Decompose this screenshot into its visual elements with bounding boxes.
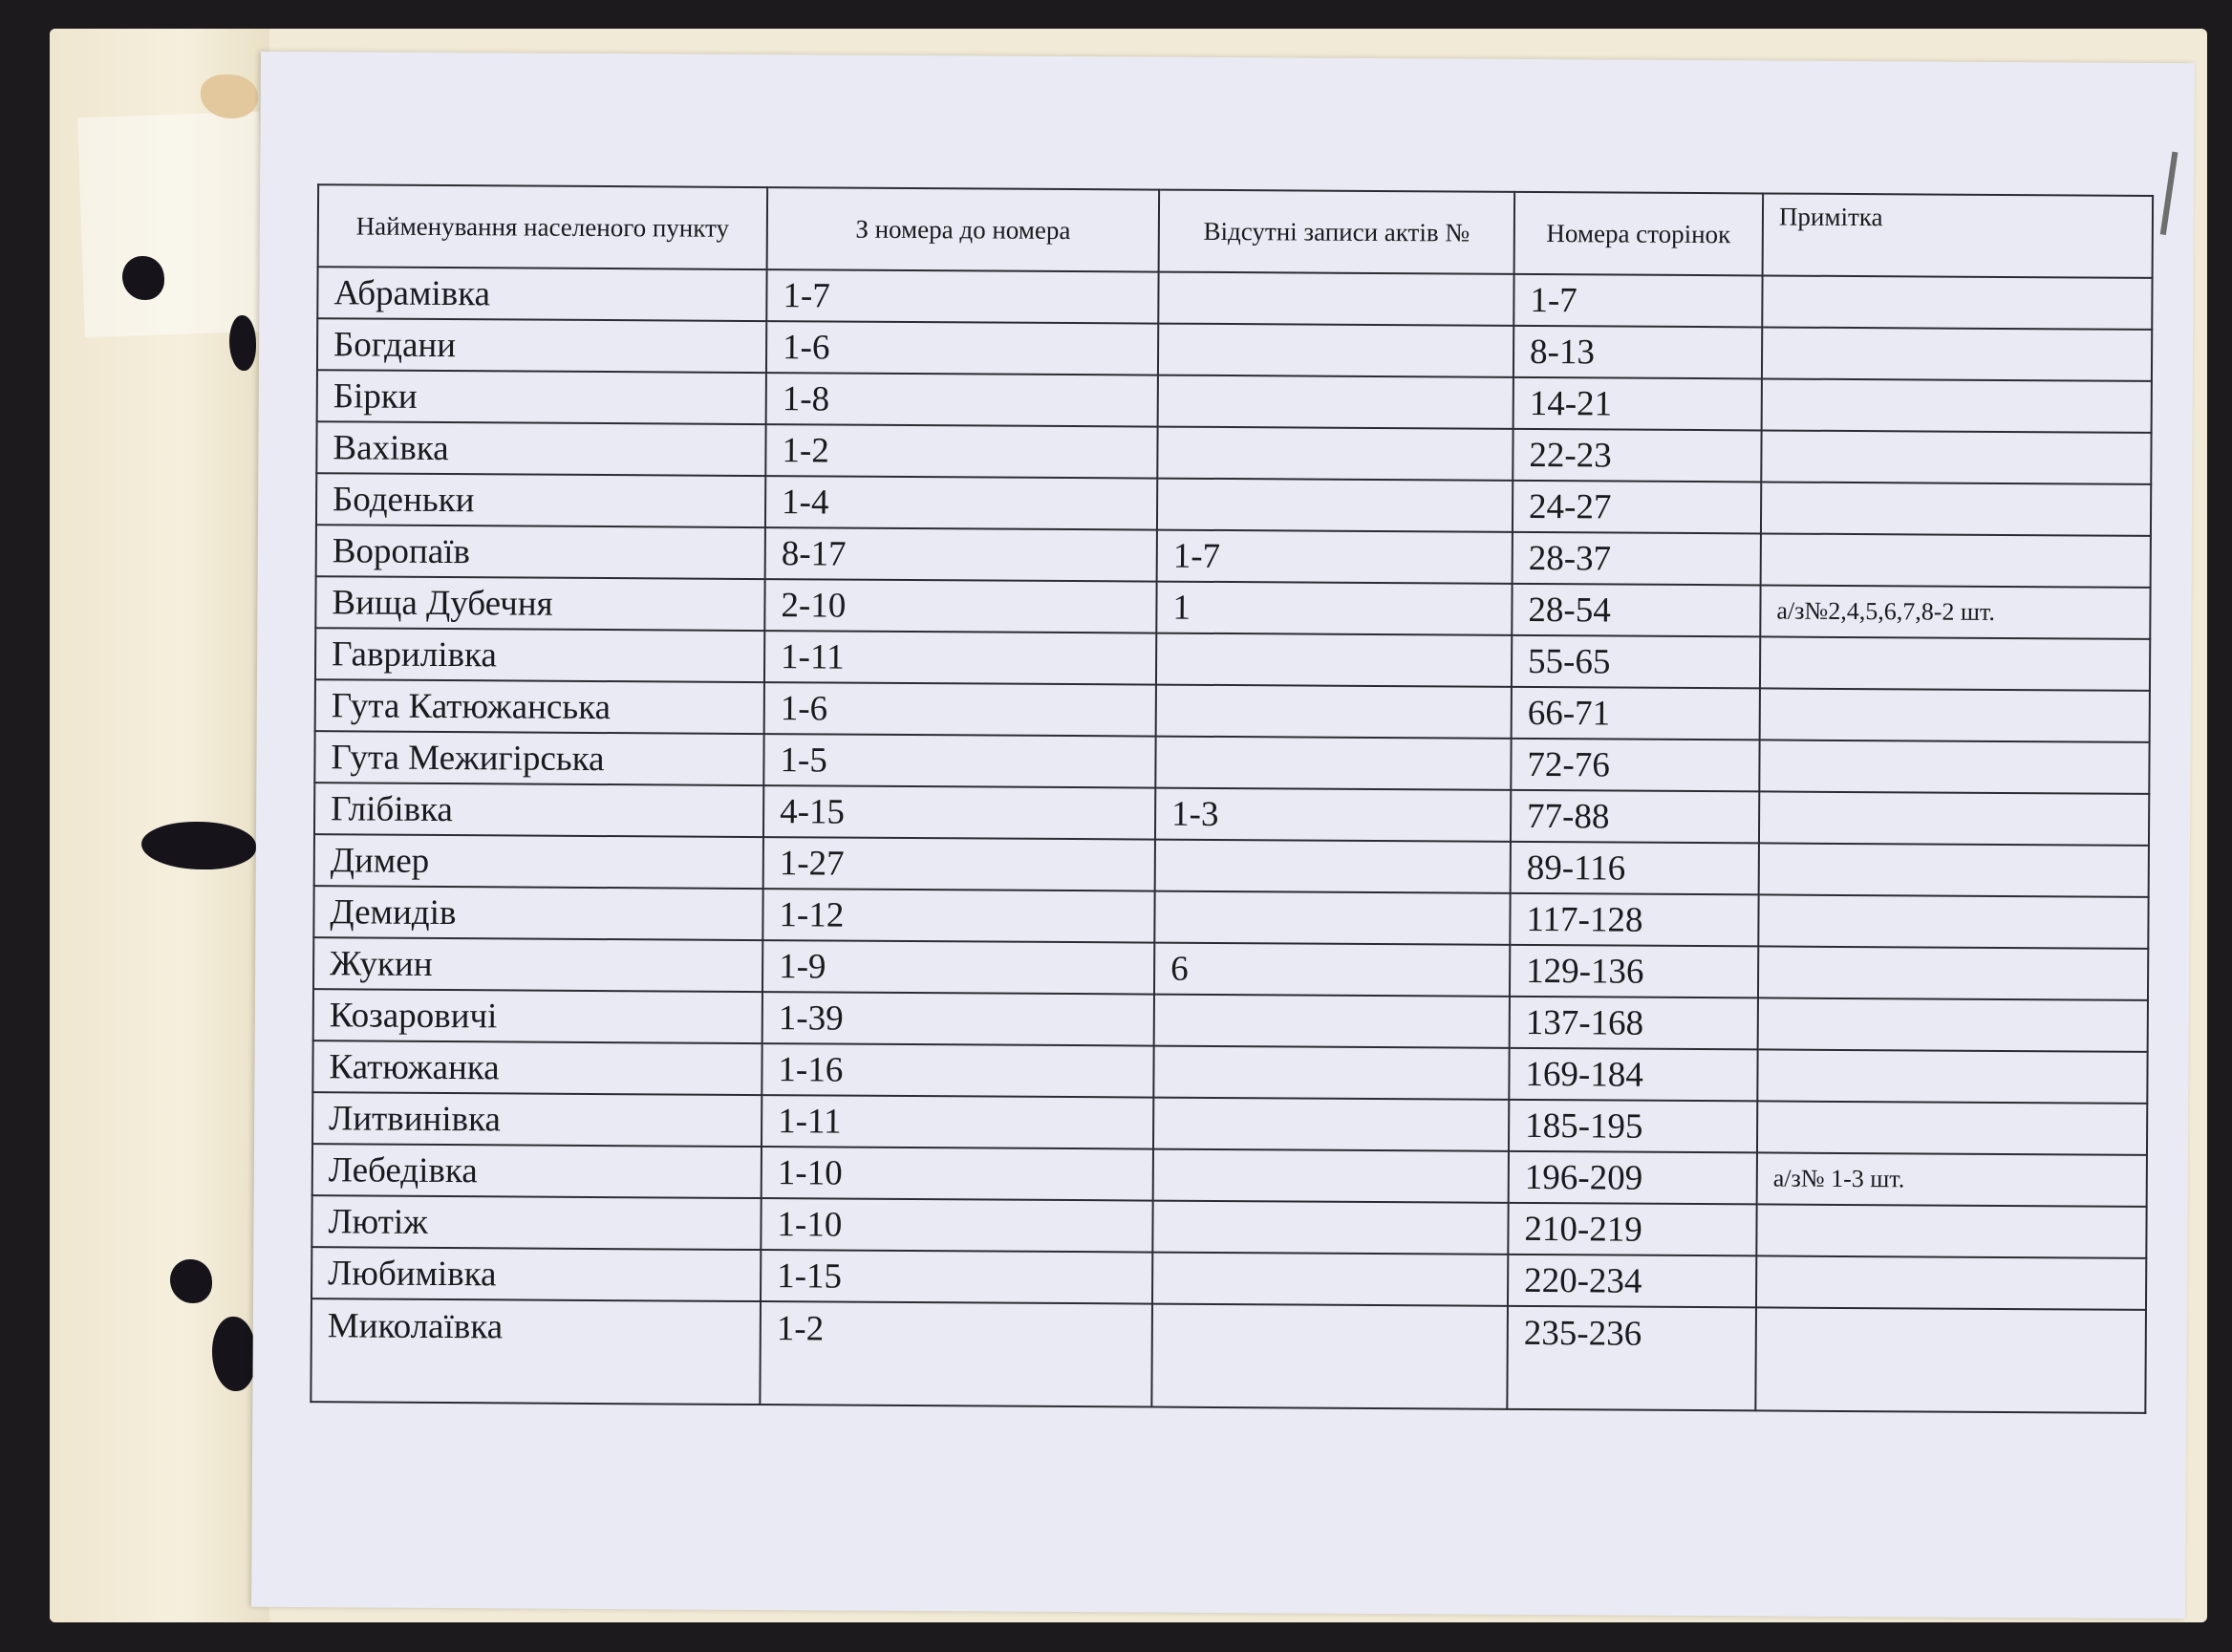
cell-range: 1-16	[762, 1043, 1153, 1098]
cell-range: 2-10	[764, 579, 1156, 633]
cell-range: 1-5	[763, 734, 1155, 788]
header-missing: Відсутні записи актів №	[1159, 190, 1515, 274]
cell-place: Лебедівка	[312, 1144, 762, 1198]
cell-range: 1-11	[764, 631, 1156, 685]
cell-note	[1758, 998, 2148, 1051]
cell-missing	[1151, 1304, 1508, 1409]
cell-place: Демидів	[313, 886, 762, 940]
cell-place: Гута Катюжанська	[315, 679, 764, 734]
cell-place: Вахівка	[316, 421, 765, 476]
header-pages: Номера сторінок	[1514, 192, 1764, 276]
cell-missing: 1	[1156, 582, 1512, 635]
cell-missing	[1152, 1253, 1508, 1306]
cell-pages: 28-37	[1513, 532, 1761, 586]
cell-missing: 1-3	[1155, 788, 1511, 842]
cell-place: Лютіж	[311, 1195, 761, 1250]
handwritten-roman-numeral: I	[2142, 128, 2196, 265]
cell-pages: 169-184	[1509, 1048, 1757, 1102]
cell-range: 1-39	[762, 992, 1154, 1046]
cell-note	[1762, 275, 2152, 329]
cell-missing	[1154, 995, 1510, 1048]
cell-note	[1756, 1204, 2146, 1257]
cell-note	[1759, 843, 2149, 896]
header-note: Примітка	[1763, 193, 2154, 277]
cell-place: Богдани	[317, 318, 766, 373]
cell-place: Любимівка	[311, 1247, 761, 1301]
cell-note	[1761, 533, 2151, 587]
cell-note	[1761, 430, 2151, 483]
punch-hole	[122, 256, 164, 300]
cell-note	[1758, 894, 2148, 948]
tape-patch	[77, 112, 267, 337]
punch-hole	[212, 1317, 256, 1391]
cell-place: Жукин	[313, 937, 762, 992]
cell-range: 1-12	[762, 889, 1154, 943]
cell-missing	[1155, 737, 1511, 790]
header-range: З номера до номера	[767, 187, 1160, 272]
cell-missing	[1157, 427, 1513, 481]
cell-place: Козаровичі	[313, 989, 762, 1043]
cell-pages: 55-65	[1512, 635, 1760, 689]
cell-missing	[1156, 685, 1512, 739]
cell-note	[1757, 1101, 2147, 1154]
cell-place: Гута Межигірська	[314, 731, 763, 785]
cell-note	[1756, 1255, 2146, 1309]
cell-place: Воропаїв	[316, 525, 765, 579]
punch-hole	[229, 315, 256, 371]
cell-pages: 129-136	[1510, 945, 1758, 998]
cell-place: Гаврилівка	[315, 628, 764, 682]
cell-range: 4-15	[763, 785, 1155, 840]
cell-missing	[1156, 633, 1512, 687]
cell-range: 1-6	[766, 321, 1158, 375]
cell-pages: 1-7	[1513, 274, 1762, 328]
table-row	[311, 1298, 2146, 1413]
register-sheet	[251, 52, 2195, 1619]
cell-pages: 14-21	[1513, 377, 1762, 431]
cell-missing	[1157, 479, 1513, 532]
cell-range: 1-9	[762, 940, 1154, 995]
cell-missing	[1152, 1201, 1508, 1255]
cell-note: а/з№2,4,5,6,7,8-2 шт.	[1760, 585, 2150, 638]
cell-note	[1759, 791, 2149, 845]
cell-place: Бірки	[317, 370, 766, 424]
cell-place: Миколаївка	[311, 1298, 761, 1405]
cell-pages: 22-23	[1513, 429, 1761, 483]
cell-range: 1-10	[761, 1198, 1152, 1253]
cell-missing	[1158, 272, 1513, 326]
cell-pages: 72-76	[1511, 739, 1759, 792]
cell-place: Димер	[314, 834, 763, 889]
cell-note	[1760, 688, 2150, 741]
cell-note: а/з№ 1-3 шт.	[1757, 1152, 2147, 1206]
cell-place: Литвинівка	[312, 1092, 762, 1147]
cell-range: 1-15	[761, 1250, 1152, 1304]
header-place: Найменування населеного пункту	[318, 184, 768, 269]
cell-place: Абрамівка	[317, 267, 766, 321]
cell-note	[1760, 636, 2150, 690]
cell-note	[1762, 327, 2152, 380]
cell-note	[1757, 1049, 2147, 1103]
cell-pages: 8-13	[1513, 326, 1762, 379]
cell-missing	[1158, 324, 1513, 377]
punch-hole	[170, 1259, 212, 1303]
cell-range: 1-8	[766, 373, 1158, 427]
cell-missing	[1153, 1149, 1509, 1203]
cell-note	[1758, 946, 2148, 999]
cell-note	[1759, 740, 2149, 793]
cell-note	[1761, 482, 2151, 535]
cell-place: Вища Дубечня	[315, 576, 764, 631]
cell-pages: 185-195	[1509, 1100, 1757, 1153]
cell-missing: 1-7	[1157, 530, 1513, 584]
cell-range: 1-2	[765, 424, 1157, 479]
cell-range: 1-27	[763, 837, 1155, 891]
cell-note	[1762, 378, 2152, 432]
cell-pages: 137-168	[1510, 997, 1758, 1050]
cell-missing	[1153, 1046, 1509, 1100]
cell-pages: 220-234	[1508, 1255, 1756, 1308]
cell-place: Глібівка	[314, 783, 763, 837]
cell-range: 1-7	[766, 269, 1158, 324]
cell-pages: 28-54	[1512, 584, 1760, 637]
cell-pages: 89-116	[1511, 842, 1759, 895]
cell-pages: 235-236	[1507, 1306, 1756, 1411]
cell-place: Катюжанка	[312, 1041, 762, 1095]
cell-missing	[1153, 1098, 1509, 1151]
cell-pages: 66-71	[1512, 687, 1760, 740]
cell-pages: 77-88	[1511, 790, 1759, 844]
header-row	[318, 184, 2153, 278]
cell-range: 1-4	[765, 476, 1157, 530]
cell-missing	[1154, 891, 1510, 945]
cell-pages: 210-219	[1508, 1203, 1756, 1256]
cell-range: 1-6	[764, 682, 1156, 737]
cell-range: 1-2	[760, 1301, 1152, 1407]
cell-range: 1-11	[762, 1095, 1153, 1149]
cell-place: Боденьки	[316, 473, 765, 527]
cell-range: 8-17	[765, 527, 1157, 582]
cell-missing: 6	[1154, 943, 1510, 997]
cell-missing	[1158, 375, 1513, 429]
cell-range: 1-10	[762, 1147, 1153, 1201]
cell-pages: 24-27	[1513, 481, 1761, 534]
cell-missing	[1155, 840, 1511, 893]
cell-note	[1755, 1307, 2146, 1412]
cell-pages: 196-209	[1509, 1151, 1757, 1205]
cell-pages: 117-128	[1510, 893, 1758, 947]
register-table	[310, 183, 2154, 1414]
